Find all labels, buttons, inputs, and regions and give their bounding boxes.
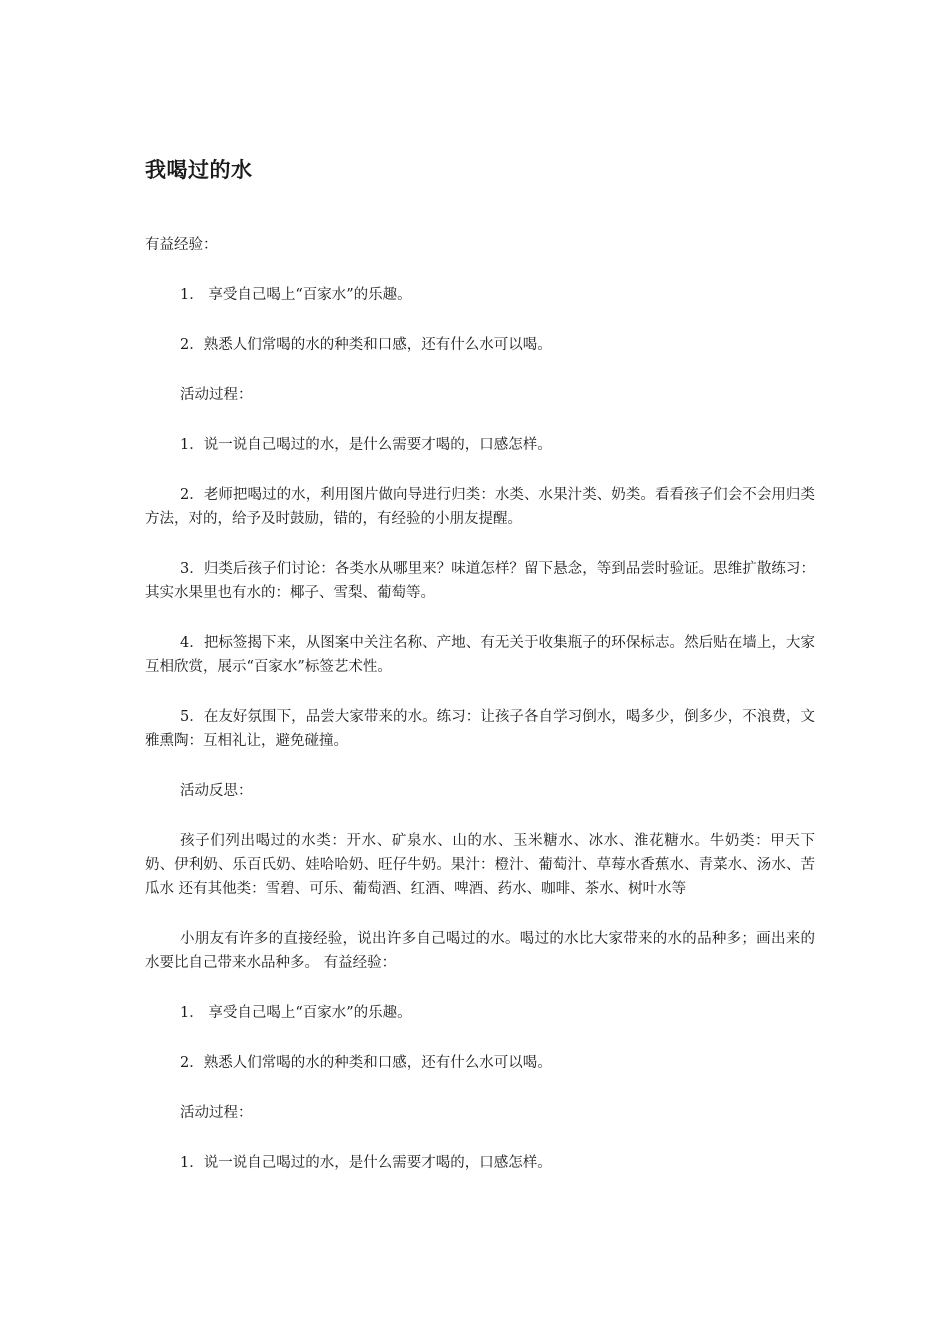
paragraph: 3．归类后孩子们讨论：各类水从哪里来？味道怎样？留下悬念，等到品尝时验证。思维扩散练习：其实水果里也有水的：椰子、雪梨、葡萄等。 <box>145 561 815 601</box>
paragraph: 4．把标签揭下来，从图案中关注名称、产地、有无关于收集瓶子的环保标志。然后贴在墙上，大家互相欣赏，展示“百家水”标签艺术性。 <box>145 635 815 675</box>
paragraph: 小朋友有许多的直接经验，说出许多自己喝过的水。喝过的水比大家带来的水的品种多；画出来的水要比自己带来水品种多。 有益经验： <box>145 931 815 971</box>
document-title: 我喝过的水 <box>145 158 253 182</box>
paragraph: 1．说一说自己喝过的水，是什么需要才喝的，口感怎样。 <box>180 1155 552 1171</box>
paragraph: 活动过程： <box>180 1105 253 1121</box>
paragraph: 2．熟悉人们常喝的水的种类和口感，还有什么水可以喝。 <box>180 1055 552 1071</box>
document-body <box>145 233 815 1175</box>
paragraph: 活动过程： <box>180 387 253 403</box>
paragraph: 1．说一说自己喝过的水，是什么需要才喝的，口感怎样。 <box>180 437 552 453</box>
paragraph: 1． 享受自己喝上“百家水”的乐趣。 <box>180 287 412 303</box>
paragraph: 有益经验： <box>145 237 218 253</box>
paragraph: 孩子们列出喝过的水类：开水、矿泉水、山的水、玉米糖水、冰水、淮花糖水。牛奶类：甲天下奶、伊利奶、乐百氏奶、娃哈哈奶、旺仔牛奶。果汁：橙汁、葡萄汁、草莓水香蕉水、青菜水、汤水、苦瓜水 还有其他类：雪碧、可乐、葡萄酒、红酒、啤酒、药水、咖啡、茶水、树叶水等 <box>145 833 815 897</box>
paragraph: 2．老师把喝过的水，利用图片做向导进行归类：水类、水果汁类、奶类。看看孩子们会不会用归类方法，对的，给予及时鼓励，错的，有经验的小朋友提醒。 <box>145 487 815 527</box>
paragraph: 2．熟悉人们常喝的水的种类和口感，还有什么水可以喝。 <box>180 337 552 353</box>
paragraph: 5．在友好氛围下，品尝大家带来的水。练习：让孩子各自学习倒水，喝多少，倒多少，不浪费，文雅熏陶：互相礼让，避免碰撞。 <box>145 709 815 749</box>
paragraph: 1． 享受自己喝上“百家水”的乐趣。 <box>180 1005 412 1021</box>
paragraph: 活动反思： <box>180 783 253 799</box>
